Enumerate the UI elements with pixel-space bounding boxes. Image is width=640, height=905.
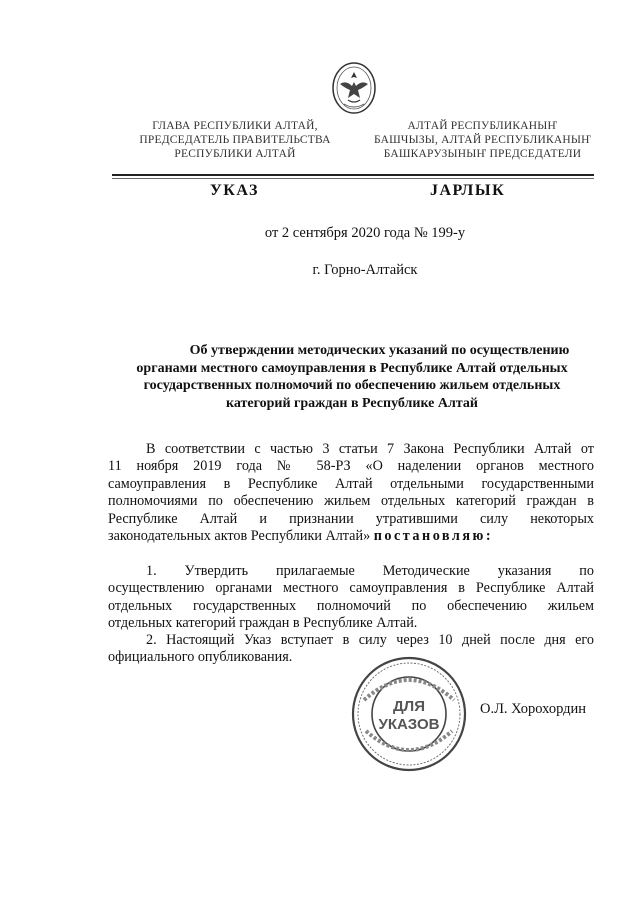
title-line-2: органами местного самоуправления в Республике Алтай отдельных bbox=[136, 360, 568, 376]
header-right-line-2: БАШЧЫЗЫ, АЛТАЙ РЕСПУБЛИКАНЫҤ bbox=[373, 134, 592, 146]
preamble-paragraph bbox=[108, 441, 594, 545]
item1-line-4: отдельных категорий граждан в Республике Алтай. bbox=[108, 615, 418, 632]
decree-item-1 bbox=[108, 563, 594, 633]
header-divider-thin bbox=[112, 178, 594, 179]
header-right-line-3: БАШКАРУЗЫНЫҤ ПРЕДСЕДАТЕЛИ bbox=[383, 148, 582, 160]
title-line-4: категорий граждан в Республике Алтай bbox=[226, 395, 478, 411]
coat-of-arms-icon bbox=[330, 60, 378, 116]
preamble-line-4: полномочиями по обеспечению жильем отдельных категорий граждан в bbox=[108, 493, 594, 510]
preamble-line-1: В соответствии с частью 3 статьи 7 Закона Республики Алтай от bbox=[146, 441, 594, 457]
document-title bbox=[112, 342, 592, 412]
official-stamp-icon bbox=[350, 655, 468, 773]
preamble-line-5: Республике Алтай и признании утратившими силу некоторых bbox=[108, 510, 594, 527]
item1-line-2: осуществлению органами местного самоуправления в Республике Алтай bbox=[108, 580, 594, 597]
item2-line-2: официального опубликования. bbox=[108, 649, 293, 666]
preamble-line-6 bbox=[108, 528, 594, 545]
header-right-line-1: АЛТАЙ РЕСПУБЛИКАНЫҤ bbox=[407, 120, 558, 132]
preamble-line-3: самоуправления в Республике Алтай отдельными государственными bbox=[108, 475, 594, 492]
header-right bbox=[360, 119, 605, 161]
signer-name: О.Л. Хорохордин bbox=[480, 701, 587, 717]
item1-line-1: 1. Утвердить прилагаемые Методические указания по bbox=[146, 563, 594, 579]
title-line-3: государственных полномочий по обеспечению жильем отдельных bbox=[143, 378, 561, 393]
header-left-line-3: РЕСПУБЛИКИ АЛТАЙ bbox=[174, 148, 296, 160]
stamp-text-top: ДЛЯ bbox=[393, 698, 425, 715]
header-left-line-2: ПРЕДСЕДАТЕЛЬ ПРАВИТЕЛЬСТВА bbox=[139, 134, 331, 146]
title-line-1: Об утверждении методических указаний по осуществлению bbox=[189, 343, 570, 358]
header-left bbox=[130, 119, 340, 161]
document-city: г. Горно-Алтайск bbox=[312, 262, 418, 278]
stamp-text-bottom: УКАЗОВ bbox=[378, 716, 440, 733]
doc-type-russian: УКАЗ bbox=[210, 182, 259, 199]
doc-type-altai: JАРЛЫК bbox=[430, 182, 506, 199]
preamble-line-6-text: законодательных актов Республики Алтай» bbox=[108, 528, 371, 545]
item2-line-1: 2. Настоящий Указ вступает в силу через 10 дней после дня его bbox=[146, 632, 594, 648]
decree-word: постановляю: bbox=[373, 528, 494, 545]
header-left-line-1: ГЛАВА РЕСПУБЛИКИ АЛТАЙ, bbox=[152, 120, 318, 132]
document-date-number: от 2 сентября 2020 года № 199-у bbox=[264, 225, 466, 241]
item1-line-3: отдельных государственных полномочий по обеспечению жильем bbox=[108, 597, 594, 614]
preamble-line-2: 11 ноября 2019 года № 58-РЗ «О наделении органов местного bbox=[108, 458, 594, 475]
header-divider-thick bbox=[112, 174, 594, 176]
